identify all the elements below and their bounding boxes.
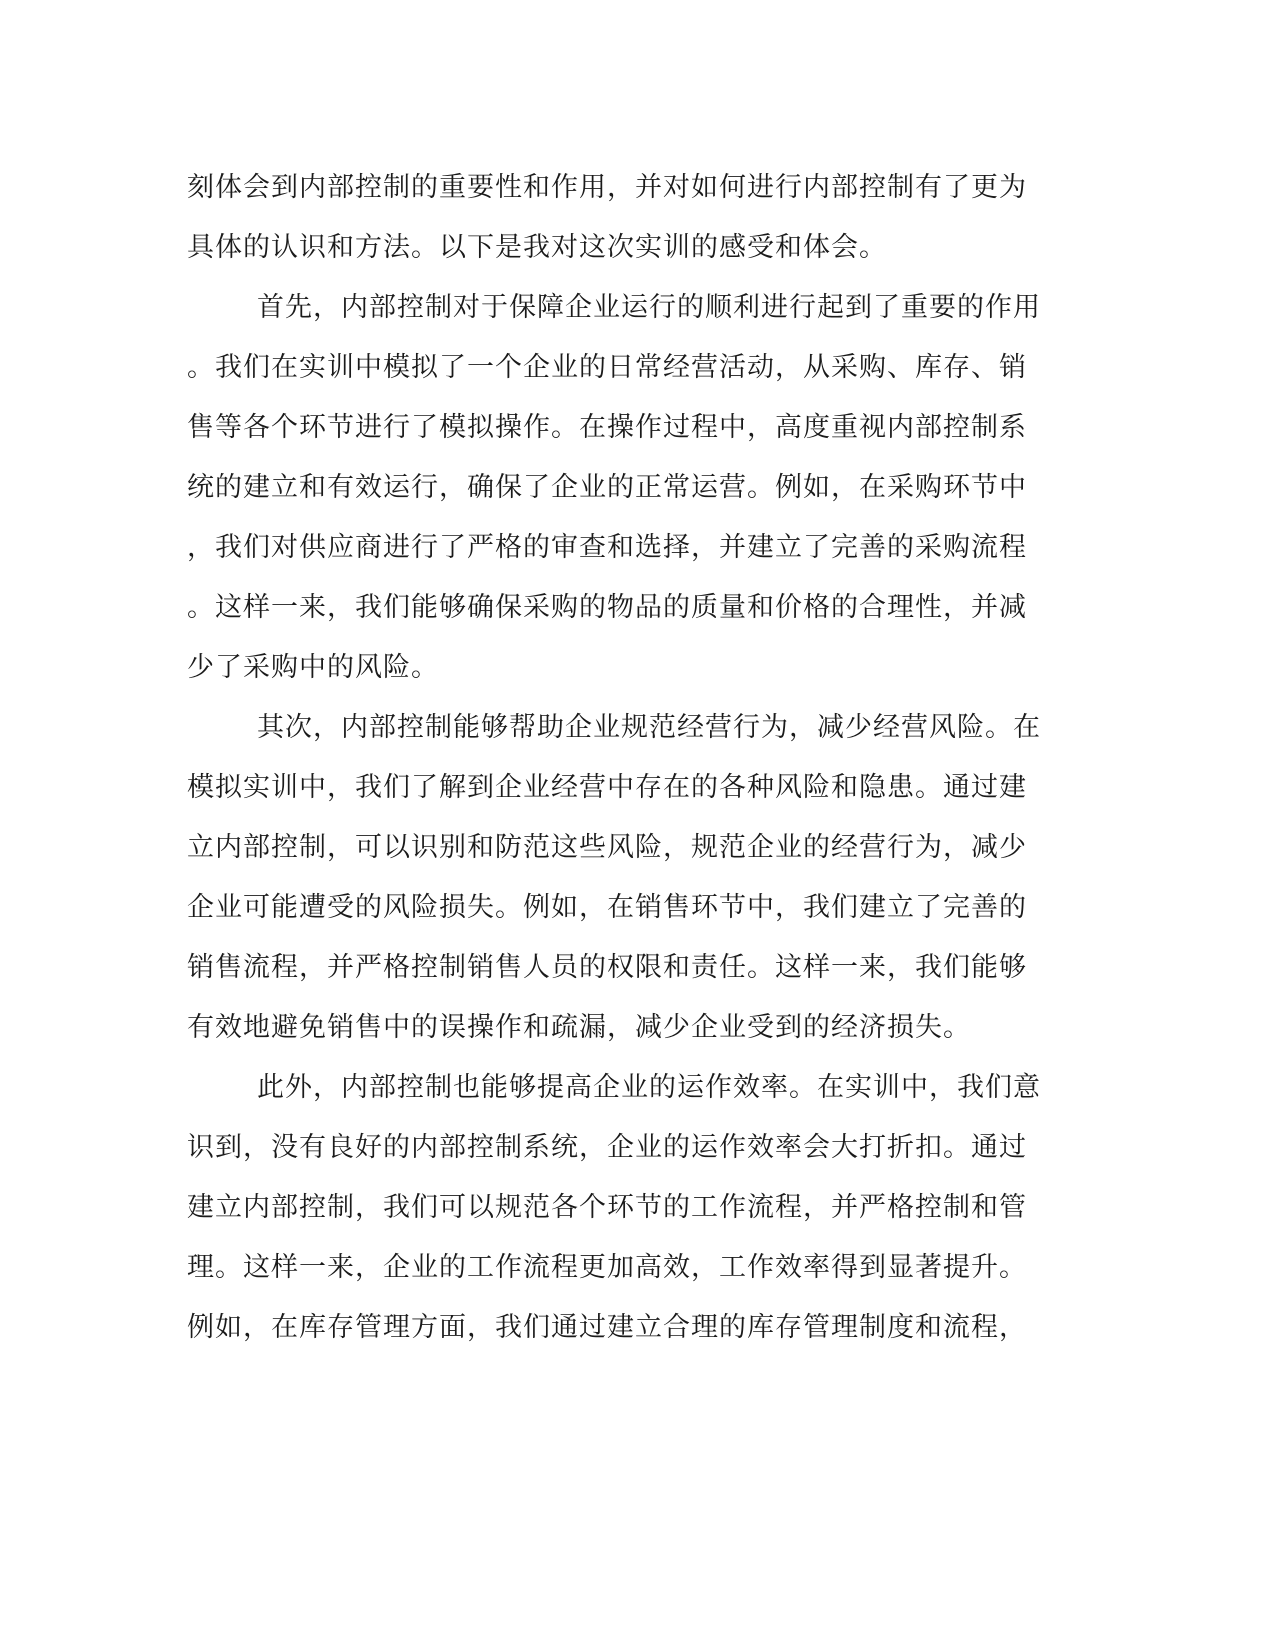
text-line: 刻体会到内部控制的重要性和作用，并对如何进行内部控制有了更为 bbox=[187, 172, 1027, 203]
text-line: 少了采购中的风险。 bbox=[187, 652, 439, 683]
text-line: 有效地避免销售中的误操作和疏漏，减少企业受到的经济损失。 bbox=[187, 1012, 971, 1043]
text-line: ，我们对供应商进行了严格的审查和选择，并建立了完善的采购流程 bbox=[187, 532, 1027, 563]
text-line: 统的建立和有效运行，确保了企业的正常运营。例如，在采购环节中 bbox=[187, 472, 1027, 503]
text-line: 。我们在实训中模拟了一个企业的日常经营活动，从采购、库存、销 bbox=[187, 352, 1027, 383]
text-line: 理。这样一来，企业的工作流程更加高效，工作效率得到显著提升。 bbox=[187, 1252, 1027, 1283]
text-line: 销售流程，并严格控制销售人员的权限和责任。这样一来，我们能够 bbox=[187, 952, 1027, 983]
text-line: 售等各个环节进行了模拟操作。在操作过程中，高度重视内部控制系 bbox=[187, 412, 1027, 443]
text-line: 企业可能遭受的风险损失。例如，在销售环节中，我们建立了完善的 bbox=[187, 892, 1027, 923]
text-line: 立内部控制，可以识别和防范这些风险，规范企业的经营行为，减少 bbox=[187, 832, 1027, 863]
text-line: 具体的认识和方法。以下是我对这次实训的感受和体会。 bbox=[187, 232, 887, 263]
text-line: 模拟实训中，我们了解到企业经营中存在的各种风险和隐患。通过建 bbox=[187, 772, 1027, 803]
text-line: 建立内部控制，我们可以规范各个环节的工作流程，并严格控制和管 bbox=[187, 1192, 1027, 1223]
paragraph-first-line: 其次，内部控制能够帮助企业规范经营行为，减少经营风险。在 bbox=[257, 712, 1041, 743]
text-line: 识到，没有良好的内部控制系统，企业的运作效率会大打折扣。通过 bbox=[187, 1132, 1027, 1163]
text-line: 。这样一来，我们能够确保采购的物品的质量和价格的合理性，并减 bbox=[187, 592, 1027, 623]
document-body bbox=[187, 158, 1087, 1358]
text-line: 例如，在库存管理方面，我们通过建立合理的库存管理制度和流程， bbox=[187, 1312, 1027, 1343]
paragraph-first-line: 首先，内部控制对于保障企业运行的顺利进行起到了重要的作用 bbox=[257, 292, 1041, 323]
paragraph-first-line: 此外，内部控制也能够提高企业的运作效率。在实训中，我们意 bbox=[257, 1072, 1041, 1103]
